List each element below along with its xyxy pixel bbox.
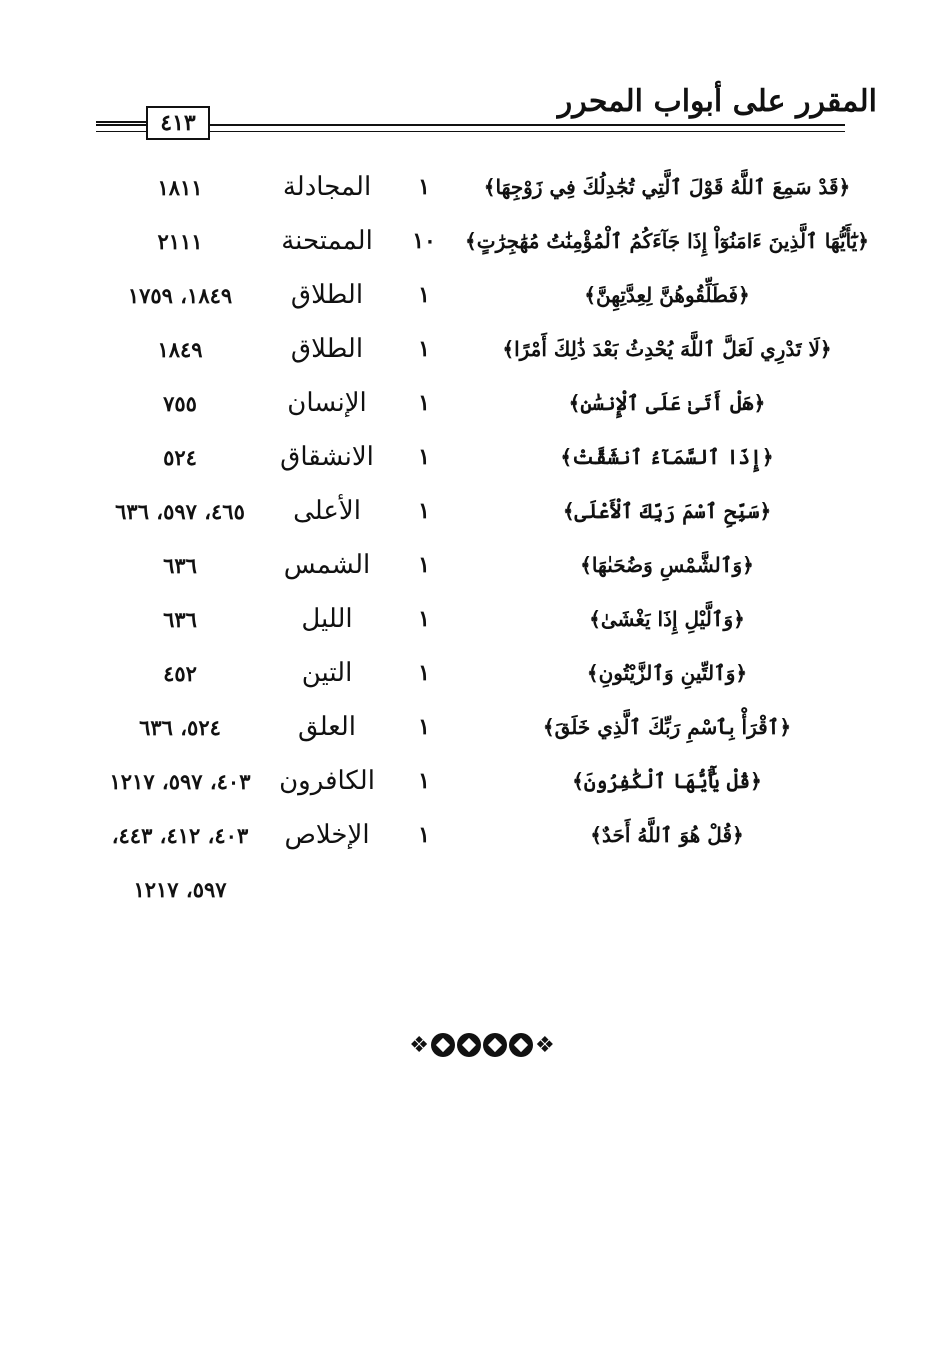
hadith-refs: ١٨٤٩، ١٧٥٩ bbox=[127, 282, 233, 308]
verse-text: ﴿وَٱلشَّمْسِ وَضُحَىٰهَا﴾ bbox=[580, 553, 754, 577]
surah-name: الأعلى bbox=[293, 496, 361, 526]
table-row bbox=[0, 754, 937, 808]
hadith-refs: ٧٥٥ bbox=[163, 390, 197, 416]
ornament-disc-icon bbox=[431, 1033, 455, 1057]
surah-name: الليل bbox=[301, 604, 353, 634]
verse-text: ﴿ٱقْرَأْ بِٱسْمِ رَبِّكَ ٱلَّذِي خَلَقَ﴾ bbox=[542, 715, 792, 739]
hadith-refs: ٤٦٥، ٥٩٧، ٦٣٦ bbox=[115, 498, 245, 524]
hadith-refs: ٤٥٢ bbox=[163, 660, 197, 686]
surah-name: المجادلة bbox=[282, 172, 372, 202]
hadith-refs: ٦٣٦ bbox=[163, 606, 197, 632]
verse-count: ١ bbox=[418, 336, 430, 362]
table-row bbox=[0, 646, 937, 700]
verse-text: ﴿وَٱلَّيْلِ إِذَا يَغْشَىٰ﴾ bbox=[589, 607, 745, 631]
hadith-refs: ٥٢٤ bbox=[163, 444, 197, 470]
verse-text: ﴿يَٰٓأَيُّهَا ٱلَّذِينَ ءَامَنُوٓاْ إِذَا جَآءَكُمُ ٱلْمُؤْمِنَٰتُ مُهَٰجِرَٰتٍ﴾ bbox=[465, 229, 869, 253]
ornament-disc-icon bbox=[457, 1033, 481, 1057]
surah-name: الكافرون bbox=[279, 766, 375, 796]
hadith-refs: ٢١١١ bbox=[157, 228, 203, 254]
hadith-refs: ٥٢٤، ٦٣٦ bbox=[139, 714, 221, 740]
table-row bbox=[0, 214, 937, 268]
verse-count: ١ bbox=[418, 174, 430, 200]
verse-text: ﴿قَدْ سَمِعَ ٱللَّهُ قَوْلَ ٱلَّتِي تُجَٰدِلُكَ فِي زَوْجِهَا﴾ bbox=[483, 175, 851, 199]
ornament-disc-icon bbox=[509, 1033, 533, 1057]
verse-count: ١ bbox=[418, 444, 430, 470]
verse-text: ﴿لَا تَدْرِي لَعَلَّ ٱللَّهَ يُحْدِثُ بَعْدَ ذَٰلِكَ أَمْرًا﴾ bbox=[502, 337, 832, 361]
surah-name: الشمس bbox=[283, 550, 371, 580]
table-row bbox=[0, 538, 937, 592]
end-ornament bbox=[408, 1028, 556, 1062]
verse-count: ١ bbox=[418, 498, 430, 524]
verse-count: ١ bbox=[418, 768, 430, 794]
verse-index-table bbox=[0, 160, 937, 916]
hadith-refs-continued: ٥٩٧، ١٢١٧ bbox=[133, 876, 227, 902]
surah-name: الطلاق bbox=[290, 280, 364, 310]
verse-count: ١ bbox=[418, 606, 430, 632]
verse-text: ﴿هَلْ أَتَىٰ عَلَى ٱلْإِنسَٰنِ﴾ bbox=[568, 391, 766, 415]
table-row-continuation bbox=[0, 862, 937, 916]
verse-text: ﴿قُلْ هُوَ ٱللَّهُ أَحَدٌ﴾ bbox=[590, 823, 744, 847]
hadith-refs: ١٨١١ bbox=[157, 174, 203, 200]
surah-name: العلق bbox=[298, 712, 356, 742]
surah-name: الطلاق bbox=[290, 334, 364, 364]
table-row bbox=[0, 160, 937, 214]
verse-count: ١٠ bbox=[412, 228, 436, 254]
table-row bbox=[0, 376, 937, 430]
surah-name: الممتحنة bbox=[281, 226, 373, 256]
table-row bbox=[0, 268, 937, 322]
surah-name: الانشقاق bbox=[280, 442, 374, 472]
hadith-refs: ٤٠٣، ٥٩٧، ١٢١٧ bbox=[109, 768, 251, 794]
page-header bbox=[0, 0, 937, 145]
hadith-refs: ٦٣٦ bbox=[163, 552, 197, 578]
ornament-cap-icon: ❖ bbox=[535, 1032, 555, 1058]
verse-count: ١ bbox=[418, 714, 430, 740]
table-row bbox=[0, 700, 937, 754]
table-row bbox=[0, 484, 937, 538]
verse-text: ﴿وَٱلتِّينِ وَٱلزَّيْتُونِ﴾ bbox=[586, 661, 748, 685]
verse-text: ﴿قُلْ يَٰٓأَيُّهَا ٱلْكَٰفِرُونَ﴾ bbox=[572, 769, 762, 793]
surah-name: الإنسان bbox=[287, 388, 367, 418]
page-box-connector bbox=[96, 121, 146, 123]
verse-count: ١ bbox=[418, 660, 430, 686]
page-number: ٤١٣ bbox=[146, 106, 210, 140]
table-row bbox=[0, 808, 937, 862]
hadith-refs: ١٨٤٩ bbox=[157, 336, 203, 362]
ornament-disc-icon bbox=[483, 1033, 507, 1057]
verse-count: ١ bbox=[418, 552, 430, 578]
ornament-cap-icon: ❖ bbox=[409, 1032, 429, 1058]
verse-text: ﴿سَبِّحِ ٱسْمَ رَبِّكَ ٱلْأَعْلَى﴾ bbox=[562, 499, 772, 523]
surah-name: التين bbox=[301, 658, 353, 688]
book-title: المقرر على أبواب المحرر bbox=[557, 84, 877, 119]
table-row bbox=[0, 322, 937, 376]
hadith-refs: ٤٠٣، ٤١٢، ٤٤٣، bbox=[111, 822, 249, 848]
verse-text: ﴿إِذَا ٱلسَّمَآءُ ٱنشَقَّتْ﴾ bbox=[560, 445, 774, 469]
surah-name: الإخلاص bbox=[284, 820, 370, 850]
verse-count: ١ bbox=[418, 390, 430, 416]
table-row bbox=[0, 430, 937, 484]
verse-text: ﴿فَطَلِّقُوهُنَّ لِعِدَّتِهِنَّ﴾ bbox=[584, 283, 750, 307]
table-row bbox=[0, 592, 937, 646]
verse-count: ١ bbox=[418, 282, 430, 308]
verse-count: ١ bbox=[418, 822, 430, 848]
